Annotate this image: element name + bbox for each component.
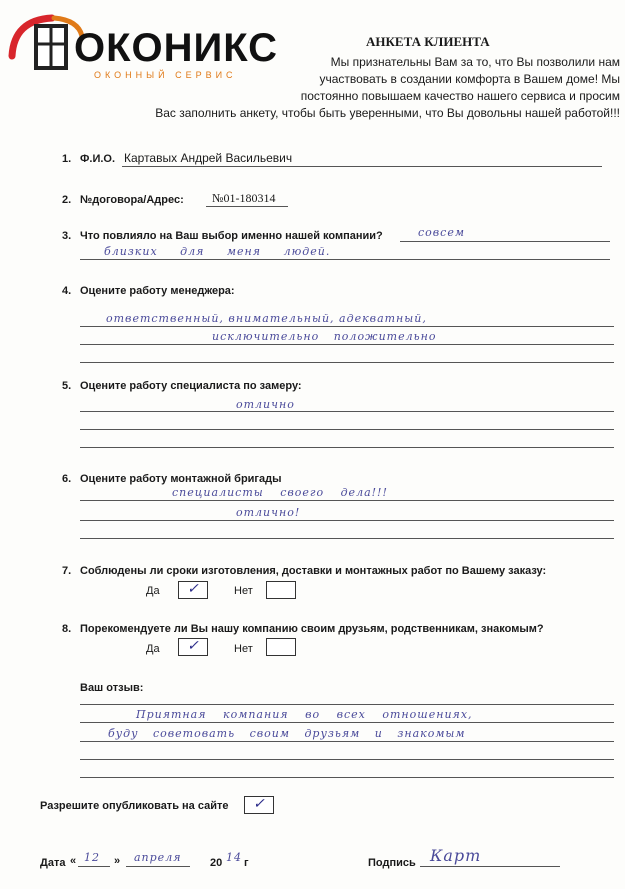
answer-line [80, 447, 614, 448]
checkmark-icon: ✓ [253, 795, 265, 811]
date-year-prefix: 20 [210, 857, 223, 869]
answer-line [206, 206, 288, 207]
date-open-quote: « [70, 855, 77, 867]
review-label: Ваш отзыв: [80, 682, 144, 694]
answer-line [80, 362, 614, 363]
q4-answer: исключительно положительно [212, 330, 437, 343]
q6-answer: отлично! [236, 506, 301, 519]
logo-subtitle: ОКОННЫЙ СЕРВИС [94, 70, 237, 80]
review-answer: буду советовать своим друзьям и знакомым [108, 727, 466, 740]
q8-label: Порекомендуете ли Вы нашу компанию своим друзьям, родственникам, знакомым? [80, 623, 544, 635]
q8-no-checkbox[interactable] [266, 638, 296, 656]
q8-no-label: Нет [234, 643, 253, 655]
answer-line [80, 538, 614, 539]
q7-yes-label: Да [146, 585, 160, 597]
q3-number: 3. [62, 230, 72, 242]
q6-answer: специалисты своего дела!!! [172, 486, 388, 499]
date-month: апреля [134, 851, 182, 864]
q5-number: 5. [62, 380, 72, 392]
q7-yes-checkbox[interactable] [178, 581, 208, 599]
answer-line [80, 344, 614, 345]
form-title: АНКЕТА КЛИЕНТА [366, 34, 490, 49]
q7-number: 7. [62, 565, 72, 577]
review-answer: Приятная компания во всех отношениях, [136, 708, 473, 721]
date-day: 12 [84, 851, 100, 864]
q3-label: Что повлияло на Ваш выбор именно нашей компании? [80, 230, 383, 242]
q1-label: Ф.И.О. [80, 153, 116, 165]
intro-line: Вас заполнить анкету, чтобы быть уверенными, что Вы довольны нашей работой!!! [155, 106, 620, 120]
signature-label: Подпись [368, 857, 416, 869]
q7-no-checkbox[interactable] [266, 581, 296, 599]
q5-answer: отлично [236, 398, 295, 411]
q1-value: Картавых Андрей Васильевич [124, 151, 293, 165]
answer-line [122, 166, 602, 167]
answer-line [80, 777, 614, 778]
q2-value: №01-180314 [212, 191, 276, 205]
q1-number: 1. [62, 153, 72, 165]
answer-line [400, 241, 610, 242]
q6-label: Оцените работу монтажной бригады [80, 473, 282, 485]
q4-number: 4. [62, 285, 72, 297]
q8-number: 8. [62, 623, 72, 635]
answer-line [80, 759, 614, 760]
q3-answer: совсем [418, 226, 465, 239]
intro-line: постоянно повышаем качество нашего сервиса и просим [300, 89, 620, 103]
answer-line [80, 429, 614, 430]
answer-line [80, 722, 614, 723]
answer-line [80, 520, 614, 521]
q5-label: Оцените работу специалиста по замеру: [80, 380, 302, 392]
date-close-quote: » [114, 855, 121, 867]
signature: Карт [430, 846, 482, 865]
answer-line [80, 704, 614, 705]
answer-line [80, 411, 614, 412]
logo-text: ОКОНИКС [74, 26, 279, 70]
date-label: Дата [40, 857, 66, 869]
answer-line [78, 866, 110, 867]
q8-yes-checkbox[interactable] [178, 638, 208, 656]
checkmark-icon: ✓ [187, 637, 199, 653]
q4-answer: ответственный, внимательный, адекватный, [106, 312, 427, 325]
publish-checkbox[interactable] [244, 796, 274, 814]
q4-label: Оцените работу менеджера: [80, 285, 235, 297]
date-year: 14 [226, 851, 242, 864]
q6-number: 6. [62, 473, 72, 485]
q7-label: Соблюдены ли сроки изготовления, доставки и монтажных работ по Вашему заказу: [80, 565, 547, 577]
checkmark-icon: ✓ [187, 580, 199, 596]
answer-line [80, 500, 614, 501]
intro-line: участвовать в создании комфорта в Вашем доме! Мы [319, 72, 620, 86]
publish-label: Разрешите опубликовать на сайте [40, 800, 229, 812]
answer-line [420, 866, 560, 867]
q2-label: №договора/Адрес: [80, 194, 184, 206]
q8-yes-label: Да [146, 643, 160, 655]
intro-line: Мы признательны Вам за то, что Вы позволили нам [330, 55, 620, 69]
q2-number: 2. [62, 194, 72, 206]
answer-line [80, 741, 614, 742]
answer-line [126, 866, 190, 867]
q3-answer: близких для меня людей. [104, 245, 331, 258]
answer-line [80, 326, 614, 327]
q7-no-label: Нет [234, 585, 253, 597]
answer-line [80, 259, 610, 260]
intro-text [70, 54, 620, 122]
date-year-unit: г [244, 857, 249, 869]
